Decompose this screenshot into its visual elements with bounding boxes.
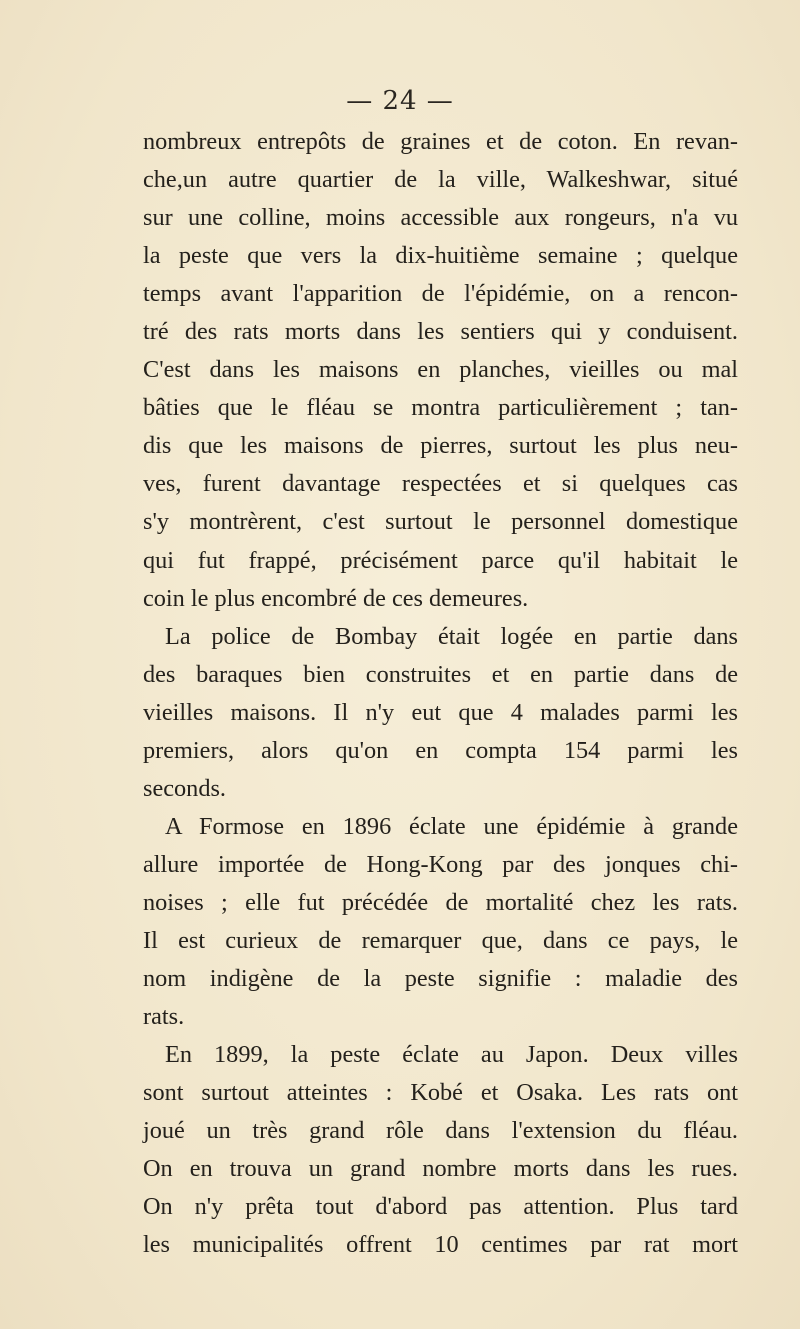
text-line: temps avant l'apparition de l'épidémie, on a rencon- (143, 280, 738, 308)
page-number: — 24 — (346, 86, 454, 116)
text-line: rats. (143, 1003, 185, 1031)
text-line: che,un autre quartier de la ville, Walkeshwar, situé (143, 166, 738, 194)
text-line: En 1899, la peste éclate au Japon. Deux villes (165, 1041, 738, 1069)
text-line: coin le plus encombré de ces demeures. (143, 584, 529, 612)
text-line: premiers, alors qu'on en compta 154 parmi les (143, 736, 738, 764)
text-line: noises ; elle fut précédée de mortalité chez les rats. (143, 888, 738, 916)
text-line: des baraques bien construites et en partie dans de (143, 660, 738, 688)
text-line: nom indigène de la peste signifie : maladie des (143, 965, 738, 993)
text-line: On n'y prêta tout d'abord pas attention. Plus tard (143, 1193, 738, 1221)
text-line: allure importée de Hong-Kong par des jonques chi- (143, 850, 738, 878)
text-line: s'y montrèrent, c'est surtout le personnel domestique (143, 508, 738, 536)
text-line: La police de Bombay était logée en partie dans (165, 622, 738, 650)
text-line: la peste que vers la dix-huitième semaine ; quelque (143, 242, 738, 270)
text-line: sur une colline, moins accessible aux rongeurs, n'a vu (143, 204, 738, 232)
text-line: vieilles maisons. Il n'y eut que 4 malades parmi les (143, 698, 738, 726)
text-line: seconds. (143, 774, 226, 802)
text-line: dis que les maisons de pierres, surtout les plus neu- (143, 432, 738, 460)
text-line: bâties que le fléau se montra particulièrement ; tan- (143, 394, 738, 422)
text-line: A Formose en 1896 éclate une épidémie à grande (165, 812, 738, 840)
text-line: On en trouva un grand nombre morts dans les rues. (143, 1155, 738, 1183)
text-line: les municipalités offrent 10 centimes par rat mort (143, 1231, 738, 1259)
text-line: sont surtout atteintes : Kobé et Osaka. Les rats ont (143, 1079, 738, 1107)
text-line: ves, furent davantage respectées et si quelques cas (143, 470, 738, 498)
text-line: joué un très grand rôle dans l'extension du fléau. (143, 1117, 738, 1145)
text-line: tré des rats morts dans les sentiers qui y conduisent. (143, 318, 738, 346)
text-line: qui fut frappé, précisément parce qu'il habitait le (143, 546, 738, 574)
text-line: C'est dans les maisons en planches, vieilles ou mal (143, 356, 738, 384)
text-line: Il est curieux de remarquer que, dans ce pays, le (143, 926, 738, 954)
body-text (143, 123, 738, 1264)
text-line: nombreux entrepôts de graines et de coton. En revan- (143, 128, 738, 155)
